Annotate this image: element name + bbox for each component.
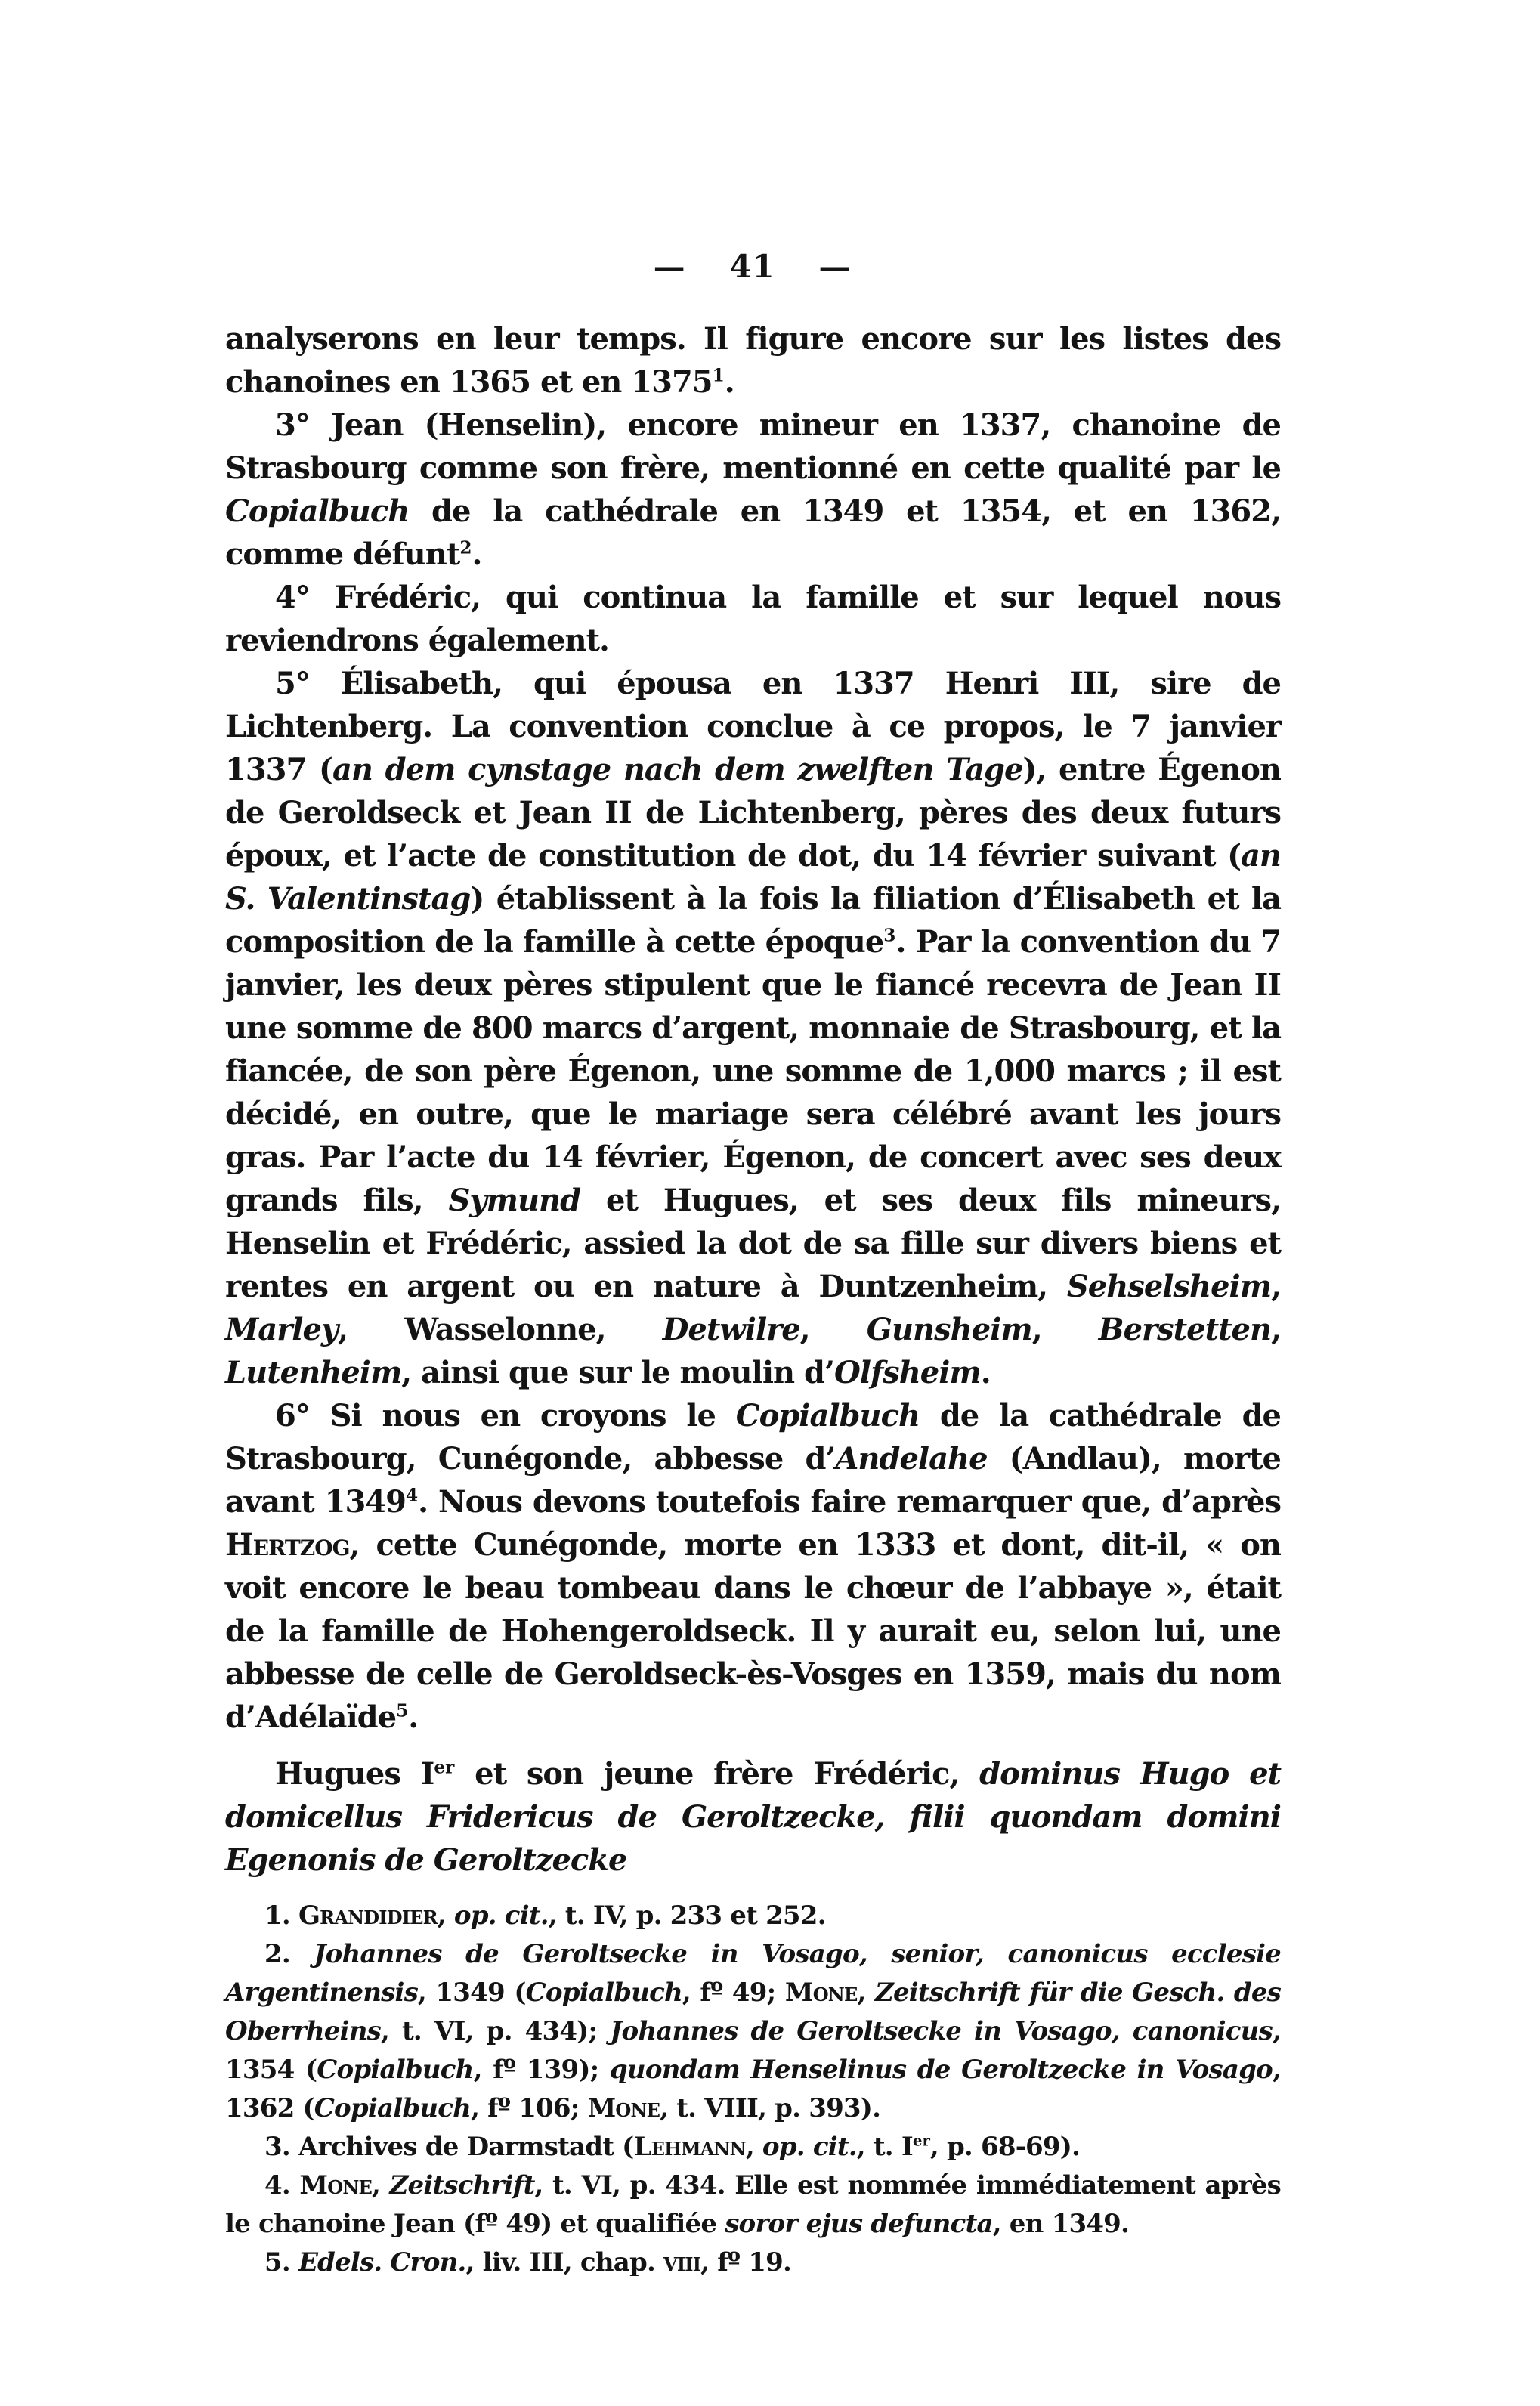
text-run: ) établissent à la fois la filiation d’Élisabeth et la composition de la famille à cette époque [225,881,1281,960]
text-run: Copialbuch [317,2055,474,2085]
text-run: Copialbuch [314,2093,472,2123]
text-run: de la cathédrale en 1349 et 1354, et en 1362, comme défunt [225,493,1281,572]
text-run: Zeitschrift für die Gesch. des Oberrheins [225,1978,1282,2046]
paragraph [225,404,1281,576]
text-run: Andelahe [835,1441,988,1477]
footnote [225,1897,1281,1935]
text-run: Berstetten [1098,1312,1272,1347]
footnote [225,2244,1281,2282]
text-run: , [437,1900,454,1931]
text-run: . [724,364,734,400]
text-run: 2. [264,1939,314,1969]
text-run: 5° Élisabeth, qui épousa en 1337 Henri III, sire de Lichtenberg. La convention conclue à ce propos, le 7 janvier 1337 ( [225,666,1281,787]
text-run: , 1349 ( [417,1978,526,2008]
text-run: , ainsi que sur le moulin d’ [401,1355,834,1390]
footnote [225,2128,1281,2166]
text-run: , en 1349. [992,2209,1130,2239]
page-number: — 41 — [653,248,852,285]
text-run: , p. 68-69). [929,2132,1081,2162]
text-run: , t. VI, p. 434); [380,2016,611,2046]
text-run: 5. [264,2247,298,2278]
text-run: , fº 139); [473,2055,610,2085]
text-run: ), entre Égenon de Geroldseck et Jean II de Lichtenberg, pères des deux futurs époux, et l’acte de constitution de dot, du 14 février suivant ( [225,752,1281,874]
text-run: er [434,1757,455,1778]
text-run: Detwilre [662,1312,800,1347]
text-run: 1. [264,1900,298,1931]
paragraph [225,1752,1281,1882]
paragraph [225,662,1281,1394]
text-run: , t. IV, p. 233 et 252. [548,1900,826,1931]
text-run: Zeitschrift [389,2170,535,2200]
text-run: , t. I [856,2132,913,2162]
text-run: , fº 19. [700,2247,792,2278]
text-run: Edels. Cron. [298,2247,466,2278]
text-run: , fº 49; [682,1978,785,2008]
text-run: Copialbuch [525,1978,682,2008]
text-run: (Andlau), morte avant 1349 [225,1441,1281,1520]
text-run: Hertzog [225,1527,350,1563]
text-run: , 1354 ( [225,2016,1281,2085]
text-run: Copialbuch [225,493,410,529]
paragraph [225,317,1281,404]
text-run: soror ejus defuncta [725,2209,993,2239]
text-run: 5 [396,1700,409,1721]
text-run: Olfsheim [833,1355,981,1390]
text-run: , 1362 ( [225,2055,1281,2123]
text-run: de la cathédrale de Strasbourg, Cunégonde, abbesse d’ [225,1398,1281,1477]
text-run: an dem cynstage nach dem zwelften Tage [332,752,1023,787]
text-run: Lehmann [633,2132,746,2162]
text-run: op. cit. [453,1900,549,1931]
text-run: . [980,1355,991,1390]
text-run: an S. Valentinstag [225,838,1281,917]
text-run: 2 [459,537,472,558]
text-run: Marley [225,1312,339,1347]
text-run: 4. [264,2170,300,2200]
paragraph [225,1394,1281,1739]
text-run: , cette Cunégonde, morte en 1333 et dont, dit-il, « on voit encore le beau tombeau dans le chœur de l’abbaye », était de la famille de Hohengeroldseck. Il y aurait eu, selon lui, une abbesse de celle de Geroldseck-ès-Vosges en 1359, mais du nom d’Adélaïde [225,1527,1281,1735]
text-run: Copialbuch [735,1398,920,1433]
text-run: , [857,1978,875,2008]
text-run: er [912,2131,930,2150]
paragraph [225,576,1281,662]
footnotes [225,1897,1281,2282]
text-run: Johannes de Geroltsecke in Vosago, canonicus [610,2016,1273,2046]
text-run: Sehselsheim [1066,1269,1272,1304]
text-run: , [1031,1312,1099,1347]
text-run: , t. VI, p. 434. Elle est nommée immédiatement après le chanoine Jean (fº 49) et qualifiée [225,2170,1281,2239]
text-run: Johannes de Geroltsecke in Vosago, senior, canonicus ecclesie Argentinensis [225,1939,1281,2008]
main-text [225,317,1281,1882]
text-run: , Wasselonne, [338,1312,663,1347]
text-run: Mone [784,1978,858,2008]
text-run: . Nous devons toutefois faire remarquer que, d’après [418,1484,1281,1520]
text-run: . Par la convention du 7 janvier, les deux pères stipulent que le fiancé recevra de Jean II une somme de 800 marcs d’argent, monnaie de Strasbourg, et la fiancée, de son père Égenon, une somme de 1,000 marcs ; il est décidé, en outre, que le mariage sera célébré avant les jours gras. Par l’acte du 14 février, Égenon, de concert avec ses deux grands fils, [225,924,1282,1218]
text-run: quondam Henselinus de Geroltzecke in Vosago [609,2055,1273,2085]
footnote [225,2166,1281,2244]
text-run: Gunsheim [866,1312,1032,1347]
text-run: 4 [405,1485,419,1506]
text-run: . [408,1699,419,1735]
text-run: , t. VIII, p. 393). [660,2093,881,2123]
text-run: , [371,2170,390,2200]
text-run: . [472,537,482,572]
text-run: 3. Archives de Darmstadt ( [264,2132,634,2162]
text-run: , fº 106; [471,2093,588,2123]
text-run: Grandidier [298,1900,438,1931]
text-run: Lutenheim [225,1355,402,1390]
text-run: Mone [299,2170,372,2200]
footnote [225,1935,1281,2128]
text-run: Hugues I [275,1756,434,1792]
text-run: 4° Frédéric, qui continua la famille et sur lequel nous reviendrons également. [225,580,1281,658]
text-run: , [1271,1312,1281,1347]
text-run: 3° Jean (Henselin), encore mineur en 1337, chanoine de Strasbourg comme son frère, mentionné en cette qualité par le [225,407,1281,486]
text-run: analyserons en leur temps. Il figure encore sur les listes des chanoines en 1365 et en 1375 [225,321,1281,400]
page-content [225,317,1281,2282]
text-run: 3 [883,925,896,946]
text-run: Mone [587,2093,660,2123]
text-run: 1 [712,365,725,386]
text-run: et Hugues, et ses deux fils mineurs, Henselin et Frédéric, assied la dot de sa fille sur divers biens et rentes en argent ou en nature à Duntzenheim, [225,1183,1281,1304]
text-run: , [1271,1269,1281,1304]
text-run: , [799,1312,867,1347]
text-run: , liv. III, chap. [465,2247,664,2278]
text-run: , [745,2132,762,2162]
text-run: op. cit. [762,2132,857,2162]
text-run: et son jeune frère Frédéric, [454,1756,980,1792]
text-run: Symund [448,1183,581,1218]
text-run: dominus Hugo et domicellus Fridericus de Geroltzecke, filii quondam domini Egenonis de Geroltzecke [225,1756,1281,1878]
text-run: 6° Si nous en croyons le [275,1398,736,1433]
text-run: viii [663,2247,701,2278]
